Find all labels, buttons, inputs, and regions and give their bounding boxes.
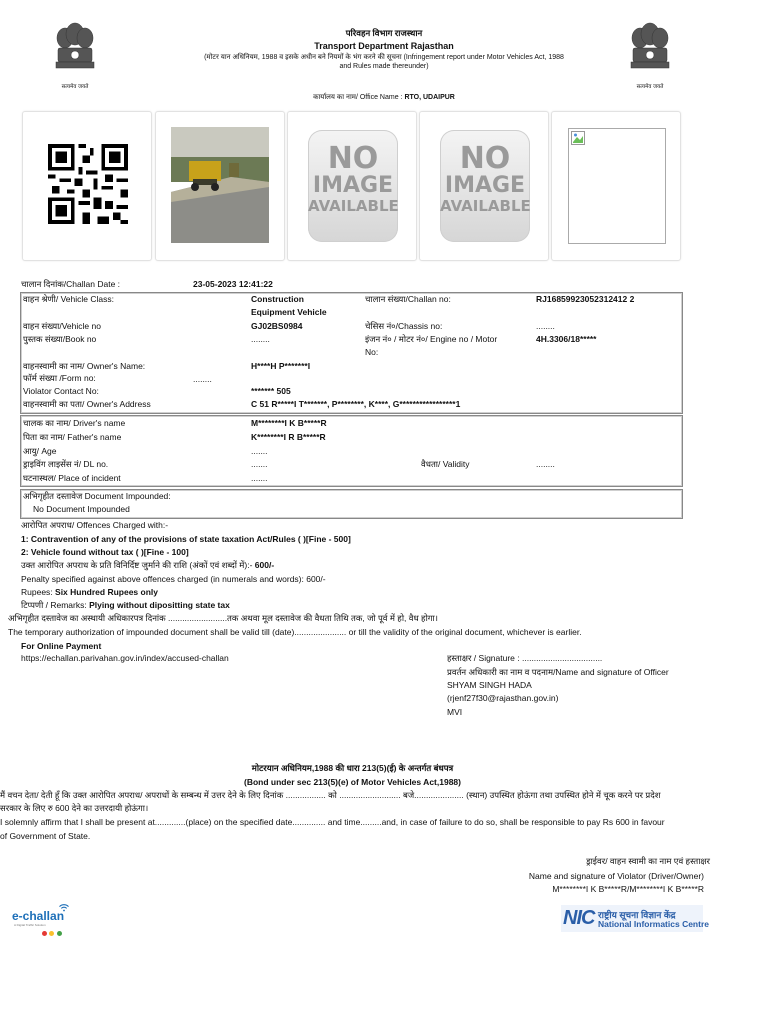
place-label: घटनास्थल/ Place of incident xyxy=(23,473,121,483)
validity-label: वैधता/ Validity xyxy=(421,459,470,469)
place-value: ....... xyxy=(251,473,268,483)
qr-card xyxy=(22,111,152,261)
emblem-caption: सत्यमेव जयते xyxy=(636,84,664,90)
dl-value: ....... xyxy=(251,459,268,469)
form-no-value: ........ xyxy=(193,374,212,384)
broken-image-card xyxy=(551,111,681,261)
challan-no-value: RJ16859923052312412 2 xyxy=(536,294,635,304)
bond-title-english: (Bond under sec 213(5)(e) of Motor Vehicles Act,1988) xyxy=(244,777,461,787)
header-block xyxy=(130,28,638,70)
rupees-value: Six Hundred Rupees only xyxy=(55,587,158,597)
engine-value: 4H.3306/18***** xyxy=(536,334,597,344)
bond-hindi-line2: सरकार के लिए रु 600 देने का उत्तरदायी होऊंगा। xyxy=(0,803,149,813)
rupees-line: Rupees: Six Hundred Rupees only xyxy=(21,587,158,597)
no-image-placeholder: NO IMAGE AVAILABLE xyxy=(308,130,398,242)
officer-name: SHYAM SINGH HADA xyxy=(447,680,532,690)
vehicle-class-label: वाहन श्रेणी/ Vehicle Class: xyxy=(23,294,114,304)
book-no-label: पुस्तक संख्या/Book no xyxy=(23,334,97,344)
officer-name-designation-label: प्रवर्तन अधिकारी का नाम व पदनाम/Name and signature of Officer xyxy=(447,667,669,677)
temp-auth-hindi: अभिगृहीत दस्तावेज का अस्थायी अधिकारपत्र दिनांक .........................तक अथवा मूल दस्तावेज की वैधता तिथि तक, जो पूर्व में हो, वैध होगा। xyxy=(8,613,438,623)
driver-name-label: चालक का नाम/ Driver's name xyxy=(23,418,126,428)
subtitle-line2: and Rules made thereunder) xyxy=(339,63,429,70)
nic-english: National Informatics Centre xyxy=(598,919,709,929)
remarks-value: Plying without dipositting state tax xyxy=(89,600,230,610)
offence-item-2: 2: Vehicle found without tax ( )[Fine - 100] xyxy=(21,547,189,557)
bond-english-line1: I solemnly affirm that I shall be present at.............(place) on the specified date.............. and time.........and, in case of failure to do so, shall be responsible to pay Rs 600 in favour xyxy=(0,817,665,827)
officer-designation: MVI xyxy=(447,707,463,717)
penalty-line: Penalty specified against above offences charged (in numerals and words): 600/- xyxy=(21,574,326,584)
impound-value: No Document Impounded xyxy=(33,504,130,514)
nic-wordmark: NIC xyxy=(563,907,595,929)
remarks-line: टिप्पणी / Remarks: Plying without dipositting state tax xyxy=(21,600,230,610)
broken-image-icon xyxy=(571,131,585,145)
owner-name-label: वाहनस्वामी का नाम/ Owner's Name: xyxy=(23,361,146,371)
bond-title-hindi: मोटरयान अधिनियम,1988 की धारा 213(5)(ई) के अन्तर्गत बंधपत्र xyxy=(251,763,454,773)
no-image-placeholder: NO IMAGE AVAILABLE xyxy=(440,130,530,242)
violator-names: M********I K B*****R/M********I K B*****R xyxy=(552,884,704,894)
owner-address-value: C 51 R*****I T*******, P********, K****, G*****************1 xyxy=(251,399,461,409)
vehicle-class-value-2: Equipment Vehicle xyxy=(251,307,327,317)
driver-name-value: M********I K B*****R xyxy=(251,418,327,428)
chassis-label: चेसिस नं०/Chassis no: xyxy=(365,321,443,331)
no-image-card-2 xyxy=(419,111,549,261)
echallan-wordmark: e-challan xyxy=(12,909,65,923)
impound-label: अभिगृहीत दस्तावेज Document Impounded: xyxy=(23,491,171,501)
book-no-value: ........ xyxy=(251,334,270,344)
bond-english-line2: of Government of State. xyxy=(0,831,91,841)
fine-hindi-value: 600/- xyxy=(254,560,275,570)
echallan-logo xyxy=(12,903,82,937)
emblem-caption: सत्यमेव जयते xyxy=(61,84,89,90)
violator-contact-value: ******* 505 xyxy=(251,386,291,396)
offences-heading: आरोपित अपराध/ Offences Charged with:- xyxy=(21,520,169,530)
emblem-left xyxy=(48,20,105,90)
age-label: आयु/ Age xyxy=(23,446,57,456)
offence-item-1: 1: Contravention of any of the provisions of state taxation Act/Rules ( )[Fine - 500] xyxy=(21,534,351,544)
qr-code-icon[interactable] xyxy=(48,139,128,229)
chassis-value: ........ xyxy=(536,321,555,331)
vehicle-info-box xyxy=(20,292,683,414)
dept-hindi: परिवहन विभाग राजस्थान xyxy=(345,28,423,38)
broken-image[interactable] xyxy=(568,128,666,244)
temp-auth-english: The temporary authorization of impounded document shall be valid till (date)...................... or till the validity of the original document, whichever is earlier. xyxy=(8,627,582,637)
form-no-label: फॉर्म संख्या /Form no: xyxy=(23,373,96,383)
age-value: ....... xyxy=(251,446,268,456)
office-value: RTO, UDAIPUR xyxy=(404,94,455,101)
vehicle-photo-card xyxy=(155,111,285,261)
subtitle-line1: (मोटर यान अधिनियम, 1988 व इसके अधीन बने नियमों के भंग करने की सूचना (Infringement report under Motor Vehicles Act, 1988 xyxy=(204,54,564,61)
owner-name-value: H****H P*******I xyxy=(251,361,311,371)
challan-date-value: 23-05-2023 12:41:22 xyxy=(193,279,273,289)
vehicle-class-value: Construction xyxy=(251,294,304,304)
online-payment-heading: For Online Payment xyxy=(21,641,102,651)
officer-email: (rjenf27f30@rajasthan.gov.in) xyxy=(447,693,559,703)
dept-english: Transport Department Rajasthan xyxy=(314,41,454,51)
ashoka-emblem-icon xyxy=(48,20,102,80)
vehicle-no-value: GJ02BS0984 xyxy=(251,321,303,331)
owner-address-label: वाहनस्वामी का पता/ Owner's Address xyxy=(23,399,151,409)
engine-label-2: No: xyxy=(365,347,379,357)
signature-label: हस्ताक्षर / Signature : .................................. xyxy=(447,653,603,663)
challan-no-label: चालान संख्या/Challan no: xyxy=(365,294,451,304)
violator-contact-label: Violator Contact No: xyxy=(23,386,99,396)
echallan-dots xyxy=(42,928,62,938)
nic-logo xyxy=(561,905,709,932)
challan-date-label: चालान दिनांक/Challan Date : xyxy=(21,279,121,289)
nic-hindi: राष्ट्रीय सूचना विज्ञान केंद्र xyxy=(598,910,676,920)
office-name xyxy=(200,93,568,102)
office-label: कार्यालय का नाम/ Office Name : xyxy=(313,94,405,101)
fine-hindi: उक्त आरोपित अपराध के प्रति विनिर्दिष्ट जुर्माने की राशि (अंकों एवं शब्दों में):- 600/- xyxy=(21,560,275,570)
vehicle-photo[interactable] xyxy=(171,127,269,243)
dl-label: ड्राइविंग लाइसेंस नं/ DL no. xyxy=(23,459,109,469)
violator-signature-block xyxy=(528,856,710,894)
father-name-label: पिता का नाम/ Father's name xyxy=(23,432,122,442)
payment-url-link[interactable]: https://echallan.parivahan.gov.in/index/accused-challan xyxy=(21,653,229,663)
bond-hindi-line1: मैं वचन देता/ देती हूँ कि उक्त आरोपित अपराध/ अपराधों के सम्बन्ध में उत्तर देने के लिए दिनांक ................. को .......................... बजे..................... (स्थान) उपस्थित होऊंगा तथा उपस्थित होने में चूक करने पर प्रदेश xyxy=(0,790,661,800)
vehicle-no-label: वाहन संख्या/Vehicle no xyxy=(23,321,101,331)
violator-label-english: Name and signature of Violator (Driver/Owner) xyxy=(528,871,704,881)
no-image-card-1 xyxy=(287,111,417,261)
echallan-tagline: A Digital Traffic Solution xyxy=(14,923,46,927)
validity-value: ........ xyxy=(536,459,555,469)
engine-label: इंजन नं० / मोटर नं०/ Engine no / Motor xyxy=(365,334,498,344)
father-name-value: K********I R B*****R xyxy=(251,432,326,442)
violator-label-hindi: ड्राईवर/ वाहन स्वामी का नाम एवं हस्ताक्षर xyxy=(586,856,710,866)
